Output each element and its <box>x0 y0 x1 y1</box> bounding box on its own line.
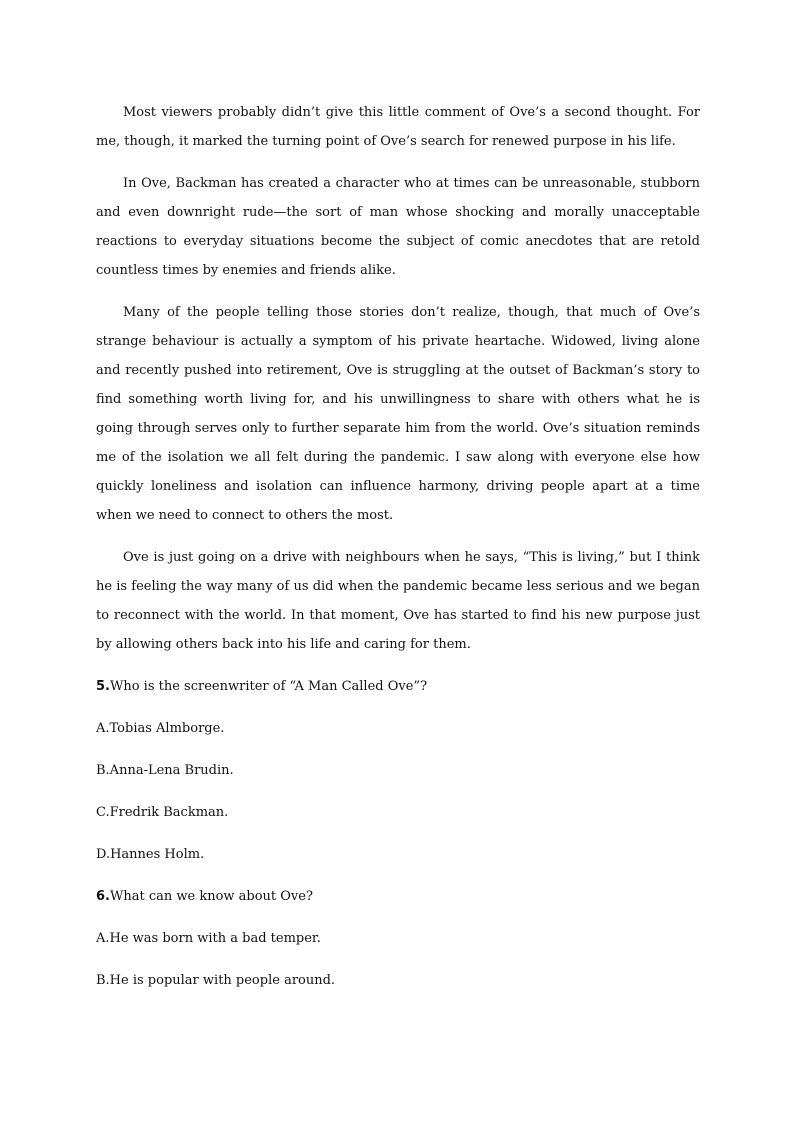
passage-paragraph-4: Ove is just going on a drive with neighbours when he says, “This is living,” but I think he is feeling the way many of us did when the pandemic became less serious and we began to reconnect with the world. In that moment, Ove has started to find his new purpose just by allowing others back into his life and caring for them. <box>96 550 700 652</box>
question-5-option-d[interactable]: D.Hannes Holm. <box>96 847 205 862</box>
question-6-option-b[interactable]: B.He is popular with people around. <box>96 973 336 988</box>
passage-paragraph-2: In Ove, Backman has created a character who at times can be unreasonable, stubborn and even downright rude—the sort of man whose shocking and morally unacceptable reactions to everyday situations become the subject of comic anecdotes that are retold countless times by enemies and friends alike. <box>96 176 700 278</box>
question-5-text: Who is the screenwriter of “A Man Called Ove”? <box>109 679 428 694</box>
passage-paragraph-1: Most viewers probably didn’t give this little comment of Ove’s a second thought. For me, though, it marked the turning point of Ove’s search for renewed purpose in his life. <box>96 105 700 149</box>
question-5-stem <box>96 672 700 701</box>
question-6-number: 6. <box>96 889 110 904</box>
question-6-option-a[interactable]: A.He was born with a bad temper. <box>96 931 321 946</box>
document-page <box>96 98 700 1008</box>
question-6-stem <box>96 882 700 911</box>
question-5 <box>96 672 700 869</box>
question-5-option-c[interactable]: C.Fredrik Backman. <box>96 805 229 820</box>
question-6 <box>96 882 700 995</box>
question-5-option-b[interactable]: B.Anna-Lena Brudin. <box>96 763 234 778</box>
question-5-option-a[interactable]: A.Tobias Almborge. <box>96 721 225 736</box>
passage-paragraph-3: Many of the people telling those stories don’t realize, though, that much of Ove’s strange behaviour is actually a symptom of his private heartache. Widowed, living alone and recently pushed into retirement, Ove is struggling at the outset of Backman’s story to find something worth living for, and his unwillingness to share with others what he is going through serves only to further separate him from the world. Ove’s situation reminds me of the isolation we all felt during the pandemic. I saw along with everyone else how quickly loneliness and isolation can influence harmony, driving people apart at a time when we need to connect to others the most. <box>96 305 700 523</box>
question-6-text: What can we know about Ove? <box>109 889 313 904</box>
question-5-number: 5. <box>96 679 110 694</box>
